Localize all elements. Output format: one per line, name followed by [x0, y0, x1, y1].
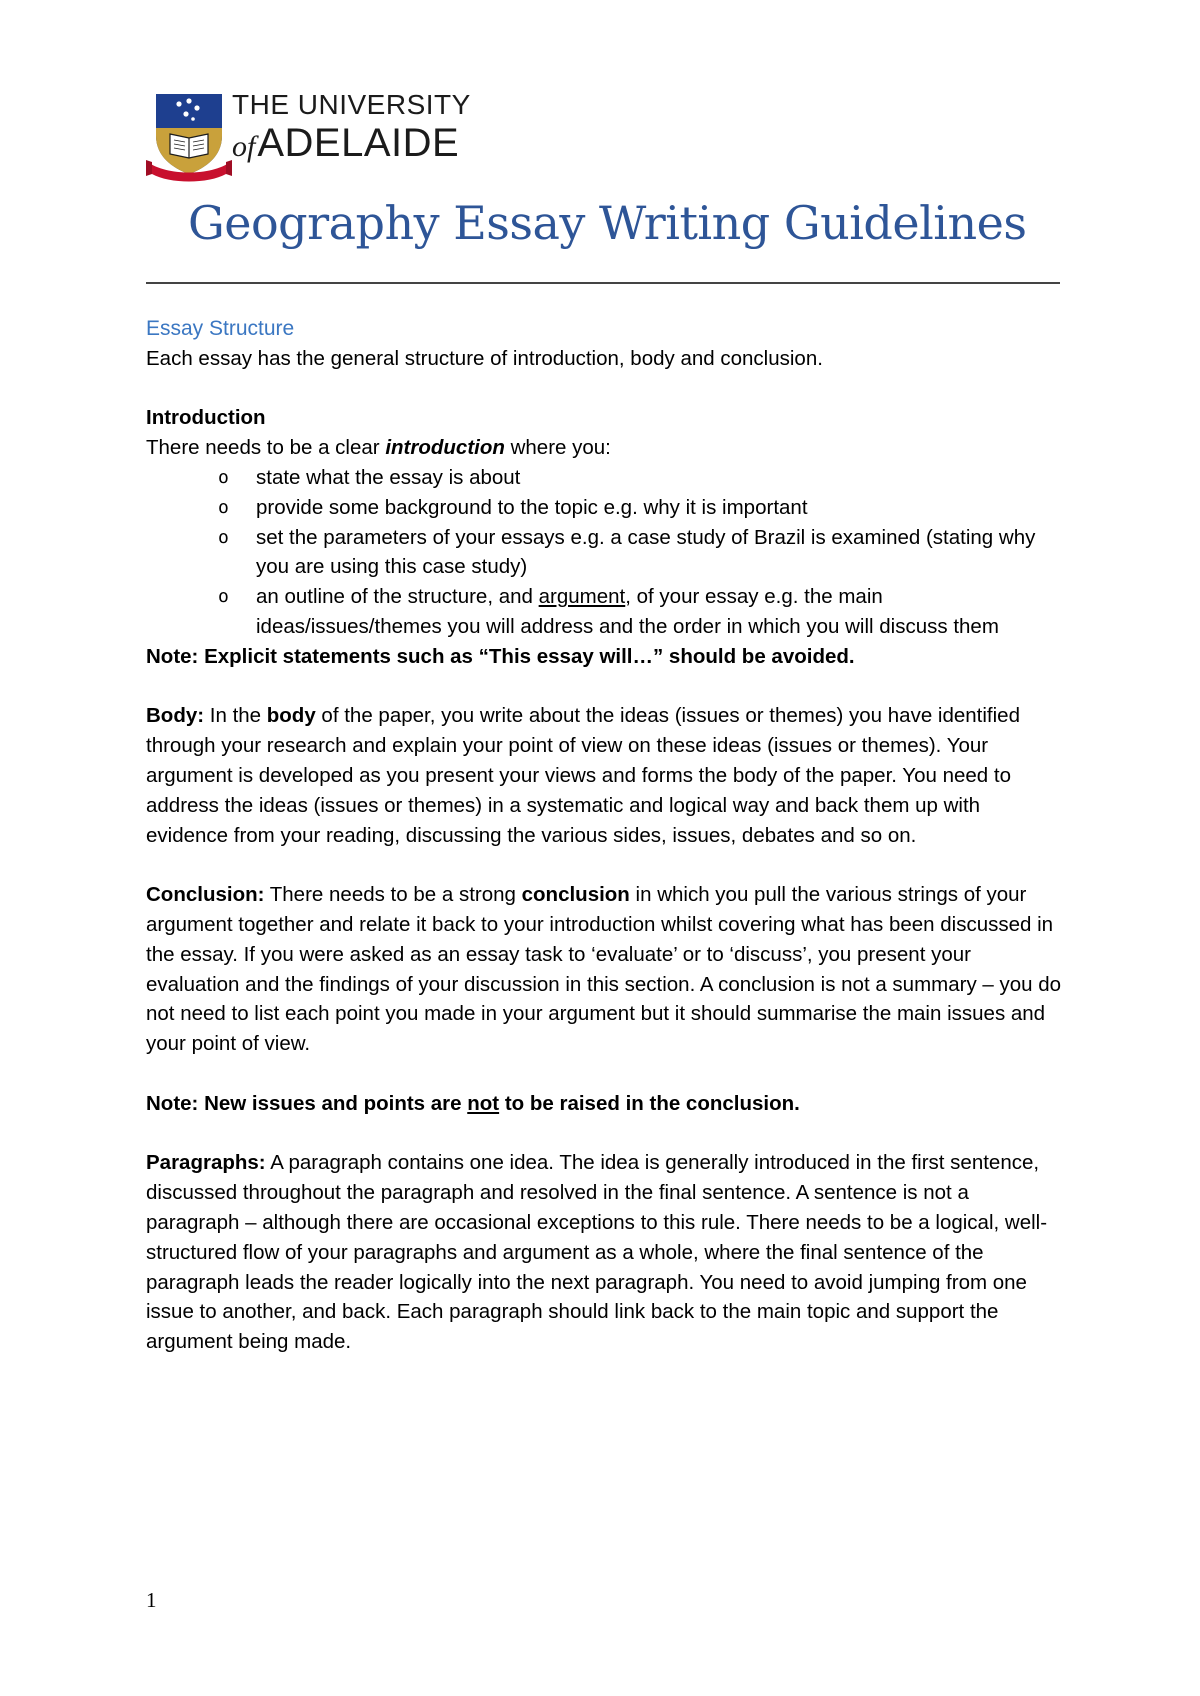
conclusion-note: Note: New issues and points are not to be raised in the conclusion. — [146, 1091, 800, 1115]
university-logo — [146, 90, 476, 200]
page-number: 1 — [146, 1588, 157, 1612]
bullet-icon: o — [218, 496, 229, 518]
argument-underlined: argument — [538, 585, 626, 609]
page-title: Geography Essay Writing Guidelines — [188, 196, 1027, 250]
conclusion-label: Conclusion: — [146, 883, 265, 907]
paragraphs-label: Paragraphs: — [146, 1151, 266, 1175]
paragraphs-paragraph: Paragraphs: A paragraph contains one idea. The idea is generally introduced in the first sentence, discussed throughout the paragraph and resolved in the final sentence. A sentence is not a paragraph – although there are occasional exceptions to this rule. There needs to be a logical, well-structured flow of your paragraphs and argument as a whole, where the final sentence of the paragraph leads the reader logically into the next paragraph. You need to avoid jumping from one issue to another, and back. Each paragraph should link back to the main topic and support the argument being made. — [146, 1151, 1048, 1354]
not-underlined: not — [467, 1091, 500, 1115]
bullet-icon: o — [218, 466, 229, 488]
body-paragraph: Body: In the body of the paper, you write about the ideas (issues or themes) you have identified through your research and explain your point of view on these ideas (issues or themes). Your argument is developed as you present your views and forms the body of the paper. You need to address the ideas (issues or themes) in a systematic and logical way and back them up with evidence from your reading, discussing the various sides, issues, debates and so on. — [146, 704, 1020, 847]
essay-structure-heading: Essay Structure — [146, 317, 295, 340]
list-item: o state what the essay is about — [146, 463, 1066, 493]
logo-of: of — [232, 130, 256, 163]
document-body — [146, 314, 1066, 1357]
logo-line-university: THE UNIVERSITY — [232, 89, 471, 120]
bullet-icon: o — [218, 586, 229, 608]
introduction-heading: Introduction — [146, 406, 266, 430]
bullet-icon: o — [218, 526, 229, 548]
introduction-list — [146, 463, 1066, 642]
title-divider — [146, 282, 1060, 284]
conclusion-paragraph: Conclusion: There needs to be a strong conclusion in which you pull the various strings of your argument together and relate it back to your introduction whilst covering what has been discussed in the essay. If you were asked as an essay task to ‘evaluate’ or to ‘discuss’, you present your evaluation and the findings of your discussion in this section. A conclusion is not a summary – you do not need to list each point you made in your argument but it should summarise the main issues and your point of view. — [146, 883, 1062, 1056]
logo-wordmark — [232, 90, 482, 170]
introduction-emphasis: introduction — [385, 436, 505, 460]
body-label: Body: — [146, 704, 205, 728]
list-item: o provide some background to the topic e.g. why it is important — [146, 493, 1066, 523]
list-item: o an outline of the structure, and argument, of your essay e.g. the main ideas/issues/themes you will address and the order in which you will discuss them — [146, 582, 1066, 642]
introduction-note: Note: Explicit statements such as “This essay will…” should be avoided. — [146, 644, 855, 668]
logo-line-adelaide — [232, 120, 482, 170]
essay-structure-text: Each essay has the general structure of introduction, body and conclusion. — [146, 346, 823, 370]
university-crest-icon — [146, 90, 232, 182]
logo-adelaide: ADELAIDE — [257, 121, 460, 165]
list-item: o set the parameters of your essays e.g. a case study of Brazil is examined (stating why you are using this case study) — [146, 523, 1066, 583]
introduction-lead: There needs to be a clear introduction where you: — [146, 436, 611, 460]
